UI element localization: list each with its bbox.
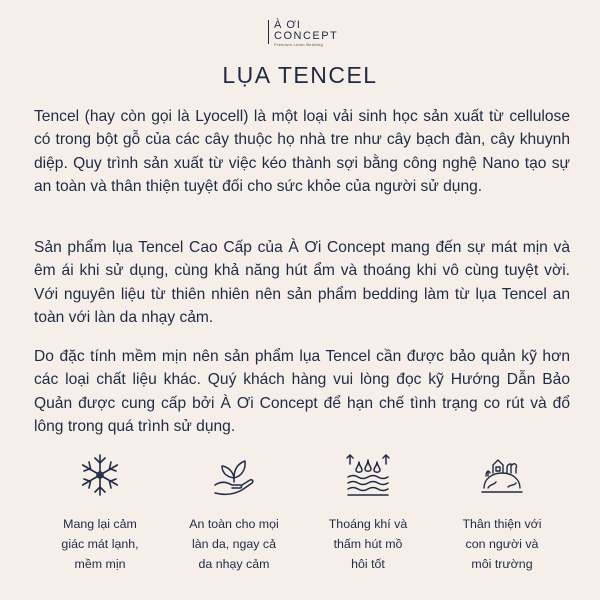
- feature-line: Mang lại cảm: [63, 517, 137, 531]
- feature-list: [40, 452, 560, 592]
- feature-line: hôi tốt: [351, 557, 385, 571]
- logo-line-1: À ƠI: [274, 19, 301, 31]
- feature-line: da nhạy cảm: [198, 557, 270, 571]
- feature-line: môi trường: [471, 557, 533, 571]
- feature-breathable: [308, 452, 428, 574]
- feature-cool: [40, 452, 160, 574]
- feature-line: giác mát lạnh,: [61, 537, 139, 551]
- feature-line: con người và: [465, 537, 539, 551]
- paragraph-care: Do đặc tính mềm mịn nên sản phẩm lụa Tencel cần được bảo quản kỹ hơn các loại chất liệu khác. Quý khách hàng vui lòng đọc kỹ Hướng Dẫn Bảo Quản được cung cấp bởi À Ơi Concept để hạn chế tình trạng co rút và đổ lông trong quá trình sử dụng.: [34, 348, 570, 436]
- paragraph-product: Sản phẩm lụa Tencel Cao Cấp của À Ơi Concept mang đến sự mát mịn và êm ái khi sử dụng, cùng khả năng hút ẩm và thoáng khi vô cùng tuyệt vời. Với nguyên liệu từ thiên nhiên nên sản phẩm bedding làm từ lụa Tencel an toàn với làn da nhạy cảm.: [34, 239, 570, 327]
- earth-house-icon: [479, 452, 525, 498]
- feature-line: thấm hút mồ: [333, 537, 403, 551]
- feature-line: làn da, ngay cả: [191, 537, 277, 551]
- page-title: LỤA TENCEL: [222, 62, 378, 88]
- logo-tagline: Premium Linen Bedding: [274, 42, 323, 47]
- logo-divider: [268, 20, 269, 44]
- feature-safe-skin: [174, 452, 294, 574]
- feature-eco: [442, 452, 562, 574]
- brand-logo: [268, 18, 348, 48]
- hand-leaf-icon: [211, 452, 257, 498]
- breathable-fabric-icon: [345, 452, 391, 498]
- logo-line-2: CONCEPT: [274, 30, 339, 42]
- paragraph-intro: Tencel (hay còn gọi là Lyocell) là một loại vải sinh học sản xuất từ cellulose có trong bột gỗ của các cây thuộc họ nhà tre như cây bạch đàn, cây khuynh diệp. Quy trình sản xuất từ việc kéo thành sợi bằng công nghệ Nano tạo sự an toàn và thân thiện tuyệt đối cho sức khỏe của người sử dụng.: [34, 108, 570, 196]
- feature-line: Thân thiện với: [462, 517, 542, 531]
- feature-line: An toàn cho mọi: [189, 517, 279, 531]
- feature-line: Thoáng khí và: [328, 517, 408, 531]
- snowflake-icon: [77, 452, 123, 498]
- feature-line: mềm mịn: [74, 557, 126, 571]
